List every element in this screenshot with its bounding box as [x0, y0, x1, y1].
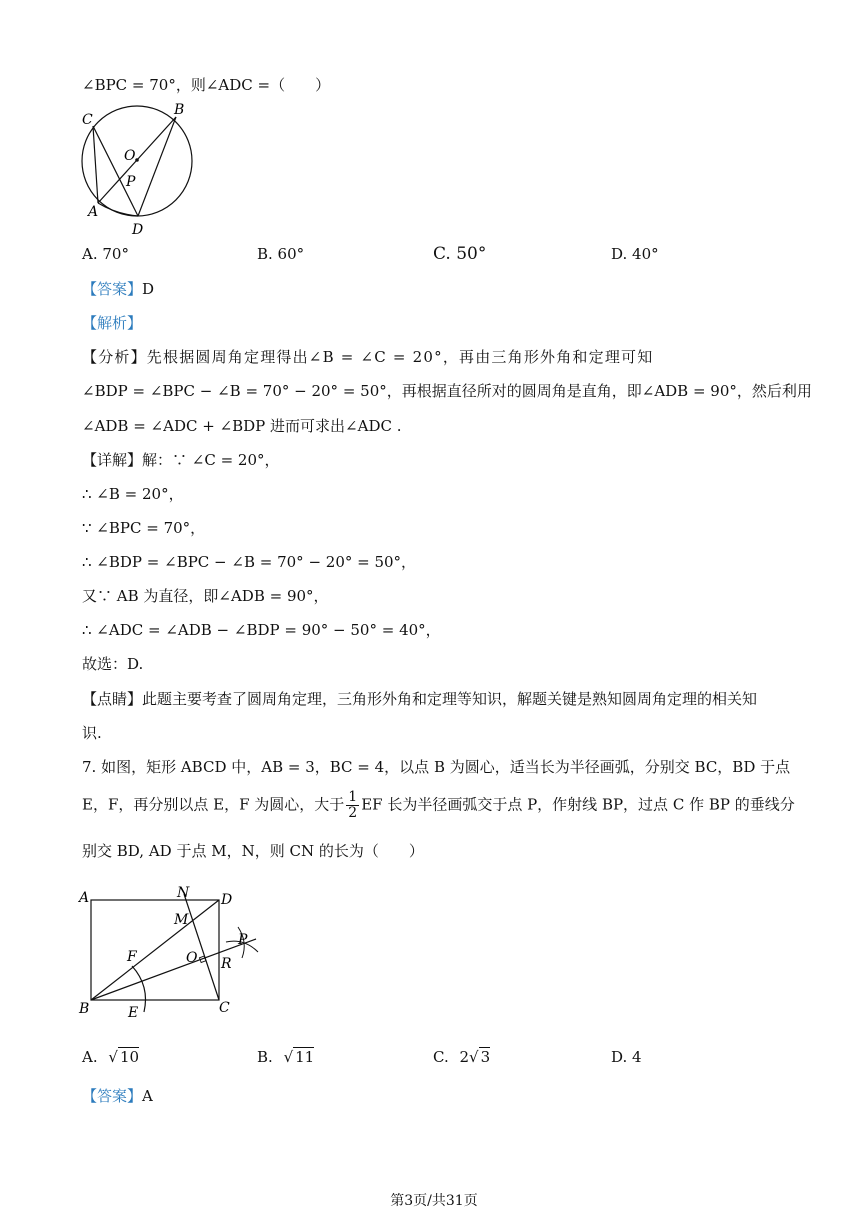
q6-analysis-line1: 【分析】先根据圆周角定理得出∠B = ∠C = 20°，再由三角形外角和定理可知 [82, 348, 654, 366]
label-d: D [132, 222, 144, 236]
q7-option-a-radicand: 10 [119, 1048, 140, 1066]
label-r: R [221, 956, 232, 972]
q6-detail-1: 【详解】解：∵ ∠C = 20°， [82, 451, 280, 469]
frac-num: 1 [348, 789, 358, 805]
q7-option-c: C. 2√ 3 [433, 1048, 491, 1066]
q7-option-b: B. √ 11 [257, 1048, 315, 1066]
q6-circle-figure [76, 100, 200, 236]
q6-detail-6: ∴ ∠ADC = ∠ADB − ∠BDP = 90° − 50° = 40°， [82, 621, 441, 639]
label-a: A [79, 890, 90, 906]
chord-cb [93, 116, 174, 126]
label-a: A [88, 204, 99, 220]
segment-cn [184, 894, 219, 1000]
label-p: P [126, 174, 136, 190]
q7-option-d: D. 4 [611, 1048, 642, 1066]
q6-detail-4: ∴ ∠BDP = ∠BPC − ∠B = 70° − 20° = 50°， [82, 553, 417, 571]
answer-value: D [142, 280, 155, 298]
q6-answer [82, 278, 154, 300]
segment-ca [93, 126, 98, 203]
q7-line2 [82, 790, 795, 821]
answer-tag: 【答案】 [82, 1087, 143, 1105]
frac-den: 2 [348, 805, 358, 821]
label-b: B [79, 1001, 90, 1017]
q6-option-b: B. 60° [257, 245, 305, 263]
diagonal-bd [91, 900, 219, 1000]
q6-detail-7: 故选：D. [82, 655, 144, 673]
label-c: C [219, 1000, 230, 1016]
q7-option-b-radicand: 11 [295, 1048, 315, 1066]
q7-line1: 7. 如图，矩形 ABCD 中，AB = 3，BC = 4，以点 B 为圆心，适当长为半径画弧，分别交 BC，BD 于点 [82, 758, 791, 776]
label-e: E [128, 1005, 139, 1021]
q6-comment-line1: 【点睛】此题主要考查了圆周角定理，三角形外角和定理等知识，解题关键是熟知圆周角定理的相关知 [82, 690, 758, 708]
q6-analysis-line2: ∠BDP = ∠BPC − ∠B = 70° − 20° = 50°，再根据直径所对的圆周角是直角，即∠ADB = 90°，然后利用 [82, 382, 812, 400]
q7-option-a: A. √ 10 [82, 1048, 140, 1066]
page-footer: 第3页/共31页 [390, 1193, 478, 1209]
label-o: O [124, 148, 136, 164]
q6-detail-5: 又∵ AB 为直径，即∠ADB = 90°， [82, 587, 329, 605]
label-n: N [177, 885, 190, 901]
q6-option-c: C. 50° [433, 244, 487, 264]
segment-bd [138, 117, 176, 216]
label-c: C [82, 112, 93, 128]
answer-value: A [142, 1087, 153, 1105]
q6-analysis-line3: ∠ADB = ∠ADC + ∠BDP 进而可求出∠ADC . [82, 417, 402, 435]
q7-rectangle-figure [76, 882, 266, 1022]
q7-option-c-prefix: C. [433, 1048, 449, 1066]
q7-option-b-prefix: B. [257, 1048, 273, 1066]
q6-detail-2: ∴ ∠B = 20°， [82, 485, 184, 503]
q6-detail-3: ∵ ∠BPC = 70°， [82, 519, 206, 537]
center-dot [135, 158, 139, 162]
q7-line2-b: EF 长为半径画弧交于点 P，作射线 BP，过点 C 作 BP 的垂线分 [361, 795, 795, 814]
q7-option-c-coef: 2 [459, 1048, 470, 1066]
q6-option-a: A. 70° [82, 245, 129, 263]
fraction-half [346, 790, 359, 821]
label-b: B [174, 102, 185, 118]
label-f: F [127, 949, 137, 965]
label-p: P [238, 932, 248, 948]
q6-option-d: D. 40° [611, 245, 659, 263]
label-d: D [221, 892, 233, 908]
segment-cd [93, 126, 138, 216]
q6-analysis-tag: 【解析】 [82, 314, 143, 332]
q7-option-a-prefix: A. [82, 1048, 98, 1066]
q6-comment-line2: 识. [82, 724, 102, 742]
label-o: O [186, 950, 198, 966]
q7-line2-a: E，F，再分别以点 E，F 为圆心，大于 [82, 795, 345, 814]
q7-answer [82, 1085, 153, 1107]
answer-tag: 【答案】 [82, 280, 143, 298]
q6-stem: ∠BPC = 70°，则∠ADC =（ ） [82, 76, 331, 94]
q7-line3: 别交 BD, AD 于点 M，N，则 CN 的长为（ ） [82, 842, 424, 860]
label-m: M [174, 912, 189, 928]
q7-option-c-radicand: 3 [480, 1048, 491, 1066]
